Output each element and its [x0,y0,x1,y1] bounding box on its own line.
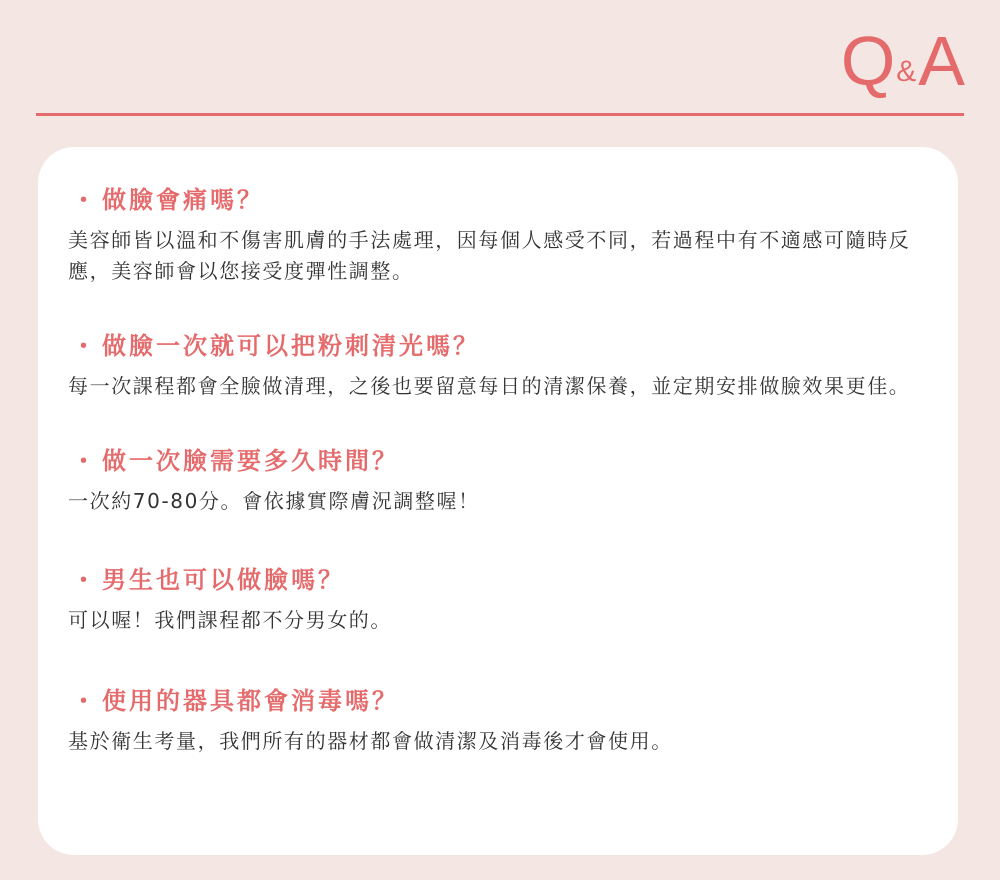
faq-item [68,329,938,402]
faq-question [68,444,938,478]
logo-letter-a: A [918,22,964,100]
faq-answer: 每一次課程都會全臉做清理，之後也要留意每日的清潔保養，並定期安排做臉效果更佳。 [68,374,911,398]
question-text: 使用的器具都會消毒嗎？ [102,687,399,715]
faq-answer: 基於衛生考量，我們所有的器材都會做清潔及消毒後才會使用。 [68,729,673,753]
qa-logo [840,22,964,100]
faq-item [68,563,938,636]
logo-letter-q: Q [840,22,895,100]
question-text: 做一次臉需要多久時間？ [102,447,399,475]
bullet-icon: ・ [71,687,99,715]
faq-card [38,147,958,855]
question-text: 做臉會痛嗎？ [102,186,264,214]
faq-question [68,183,938,217]
faq-question [68,684,938,718]
header-divider [36,113,964,116]
question-text: 男生也可以做臉嗎？ [102,566,345,594]
faq-question [68,329,938,363]
question-text: 做臉一次就可以把粉刺清光嗎？ [102,332,480,360]
bullet-icon: ・ [71,447,99,475]
faq-item [68,444,938,517]
faq-item [68,183,938,287]
bullet-icon: ・ [71,332,99,360]
logo-ampersand: & [896,55,917,88]
faq-item [68,684,938,757]
faq-answer: 一次約70-80分。會依據實際膚況調整喔！ [68,489,480,513]
faq-answer: 可以喔！我們課程都不分男女的。 [68,608,392,632]
bullet-icon: ・ [71,566,99,594]
faq-list [68,183,938,799]
faq-question [68,563,938,597]
faq-answer: 美容師皆以溫和不傷害肌膚的手法處理，因每個人感受不同，若過程中有不適感可隨時反應，美容師會以您接受度彈性調整。 [68,228,911,283]
bullet-icon: ・ [71,186,99,214]
